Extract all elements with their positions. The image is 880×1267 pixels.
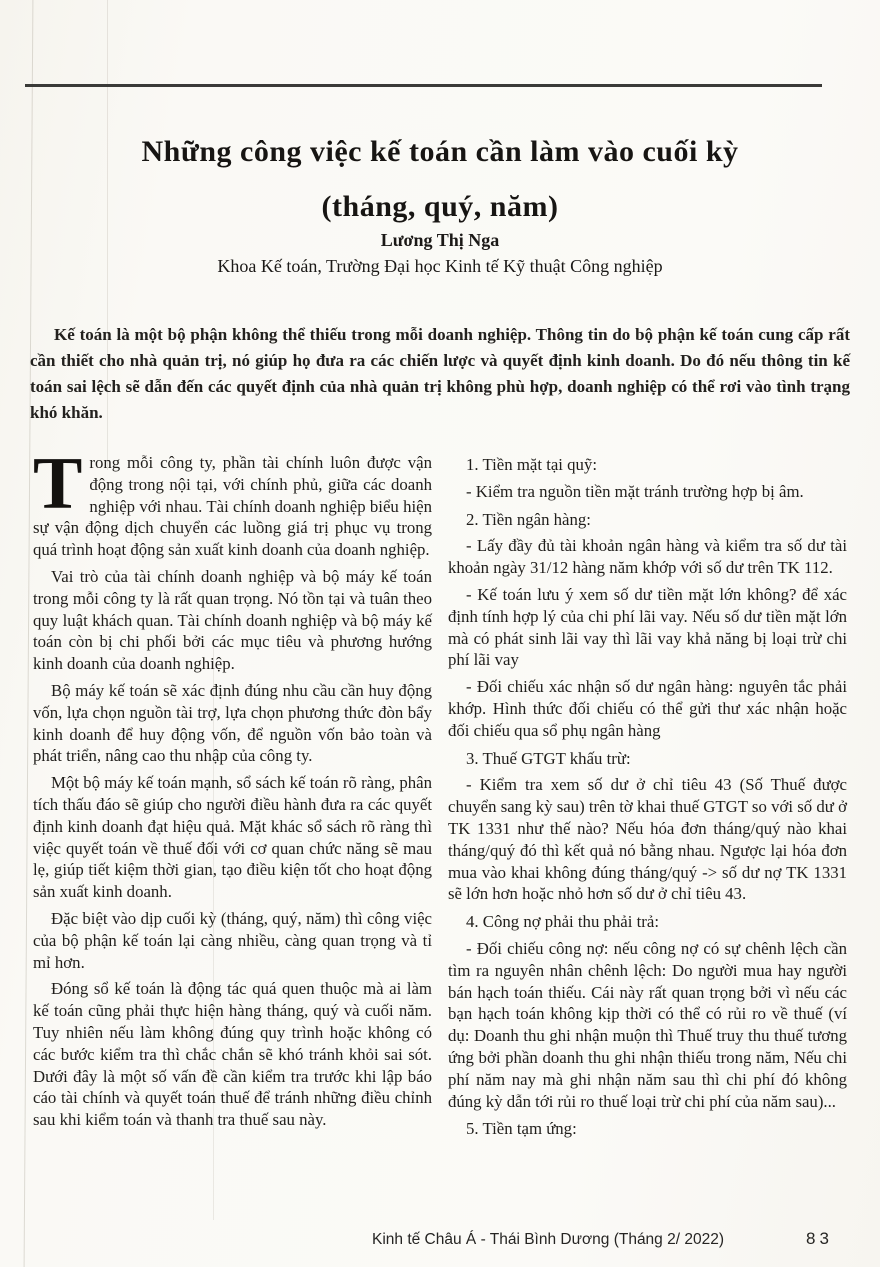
body-paragraph: Một bộ máy kế toán mạnh, sổ sách kế toán rõ ràng, phân tích thấu đáo sẽ giúp cho người điều hành đưa ra các quyết định kinh doanh đạt hiệu quả. Mặt khác sổ sách rõ ràng thì việc quyết toán về thuế đối với cơ quan chức năng sẽ mau lẹ, giúp tiết kiệm thời gian, tạo điều kiện tốt cho hoạt động sản xuất kinh doanh.: [33, 773, 432, 902]
section-heading: 3. Thuế GTGT khấu trừ:: [466, 748, 631, 768]
body-paragraph: Vai trò của tài chính doanh nghiệp và bộ máy kế toán trong mỗi công ty là rất quan trọng. Nó tồn tại và tuân theo quy luật khách quan. Tài chính doanh nghiệp và bộ máy kế toán còn bị chi phối bởi các mục tiêu và phương hướng kinh doanh của doanh nghiệp.: [33, 566, 432, 674]
body-paragraph: Đặc biệt vào dịp cuối kỳ (tháng, quý, năm) thì công việc của bộ phận kế toán lại càng nhiều, càng quan trọng và tỉ mỉ hơn.: [33, 908, 432, 972]
two-column-body: [33, 443, 847, 1140]
author-name: Lương Thị Nga: [380, 230, 500, 250]
bullet-paragraph: - Kiểm tra nguồn tiền mặt tránh trường hợp bị âm.: [466, 481, 804, 501]
drop-cap: T: [33, 443, 83, 525]
page-number: 83: [806, 1229, 833, 1248]
header-rule: [25, 84, 822, 87]
section-heading: 5. Tiền tạm ứng:: [466, 1119, 577, 1139]
abstract-paragraph: Kế toán là một bộ phận không thể thiếu trong mỗi doanh nghiệp. Thông tin do bộ phận kế toán cung cấp rất cần thiết cho nhà quản trị, nó giúp họ đưa ra các chiến lược và quyết định kinh doanh. Do đó nếu thông tin kế toán sai lệch sẽ dẫn đến các quyết định của nhà quản trị không phù hợp, doanh nghiệp có thể rơi vào tình trạng khó khăn.: [30, 325, 850, 422]
section-heading: 2. Tiền ngân hàng:: [466, 509, 591, 529]
article-title: [0, 124, 880, 234]
bullet-paragraph: - Đối chiếu xác nhận số dư ngân hàng: nguyên tắc phải khớp. Hình thức đối chiếu có thể gửi thư xác nhận hoặc đối chiếu qua sổ phụ ngân hàng: [448, 677, 847, 740]
bullet-paragraph: - Đối chiếu công nợ: nếu công nợ có sự chênh lệch cần tìm ra nguyên nhân chênh lệch: Do người mua hay người bán hạch toán thiếu. Cái này rất quan trọng bởi vì nếu các bạn hạch toán không kịp thời có thể có rủi ro về thuế (ví dụ: Doanh thu ghi nhận muộn thì Thuế truy thu thuế tương ứng bởi phần doanh thu ghi nhận thiếu trong năm, Nếu chi phí năm nay mà ghi nhận năm sau thì chi phí đó không đúng kỳ dẫn tới rủi ro thuế loại trừ chi phí của năm sau)...: [448, 938, 847, 1111]
body-paragraph: Đóng sổ kế toán là động tác quá quen thuộc mà ai làm kế toán cũng phải thực hiện hàng tháng, quý và cuối năm. Tuy nhiên nếu làm không đúng quy trình hoặc không có các bước kiểm tra thì chắc chắn sẽ khó tránh khỏi sai sót. Dưới đây là một số vấn đề cần kiểm tra trước khi lập báo cáo tài chính và quyết toán thuế để tránh những điều chỉnh sau khi kiểm toán và thanh tra thuế sau này.: [33, 979, 432, 1130]
author-affiliation: Khoa Kế toán, Trường Đại học Kinh tế Kỹ thuật Công nghiệp: [217, 256, 663, 276]
journal-name-footer: Kinh tế Châu Á - Thái Bình Dương (Tháng 2/ 2022): [372, 1231, 724, 1248]
page-footer: [0, 1231, 880, 1261]
section-heading: 1. Tiền mặt tại quỹ:: [466, 455, 597, 474]
body-paragraph: Trong mỗi công ty, phần tài chính luôn được vận động trong nội tại, với chính phủ, giữa các doanh nghiệp với nhau. Tài chính doanh nghiệp biểu hiện sự vận động dịch chuyển các luồng giá trị phục vụ trong quá trình hoạt động sản xuất kinh doanh của doanh nghiệp.: [33, 443, 432, 560]
bullet-paragraph: - Kiểm tra xem số dư ở chỉ tiêu 43 (Số Thuế được chuyển sang kỳ sau) trên tờ khai thuế GTGT so với số dư ở TK 1331 như thế nào? Nếu hóa đơn tháng/quý nào khai tháng/quý đó thì kết quả nó bằng nhau. Ngược lại hóa đơn mua vào khai không đúng tháng/quý -> số dư nợ TK 1331 sẽ lớn hơn hoặc nhỏ hơn số dư ở chỉ tiêu 43.: [448, 775, 847, 904]
right-column: [448, 452, 847, 1140]
article-title-line1: Những công việc kế toán cần làm vào cuối kỳ: [141, 135, 739, 169]
bullet-paragraph: - Kế toán lưu ý xem số dư tiền mặt lớn không? để xác định tính hợp lý của chi phí lãi vay. Nếu số dư tiền mặt lớn mà có phát sinh lãi vay thì lãi vay khả năng bị loại trừ chi phí lãi vay: [448, 584, 847, 670]
body-paragraph: Bộ máy kế toán sẽ xác định đúng nhu cầu cần huy động vốn, lựa chọn nguồn tài trợ, lựa chọn phương thức đòn bẩy kinh doanh để huy động vốn, để nguồn vốn bảo toàn và phát triển, nâng cao thu nhập của công ty.: [33, 680, 432, 766]
article-title-line2: (tháng, quý, năm): [321, 190, 559, 224]
section-heading: 4. Công nợ phải thu phải trả:: [466, 912, 659, 932]
bullet-paragraph: - Lấy đầy đủ tài khoản ngân hàng và kiểm tra số dư tài khoản ngày 31/12 hàng năm khớp với số dư trên TK 112.: [448, 536, 847, 578]
left-column: [33, 443, 432, 1140]
